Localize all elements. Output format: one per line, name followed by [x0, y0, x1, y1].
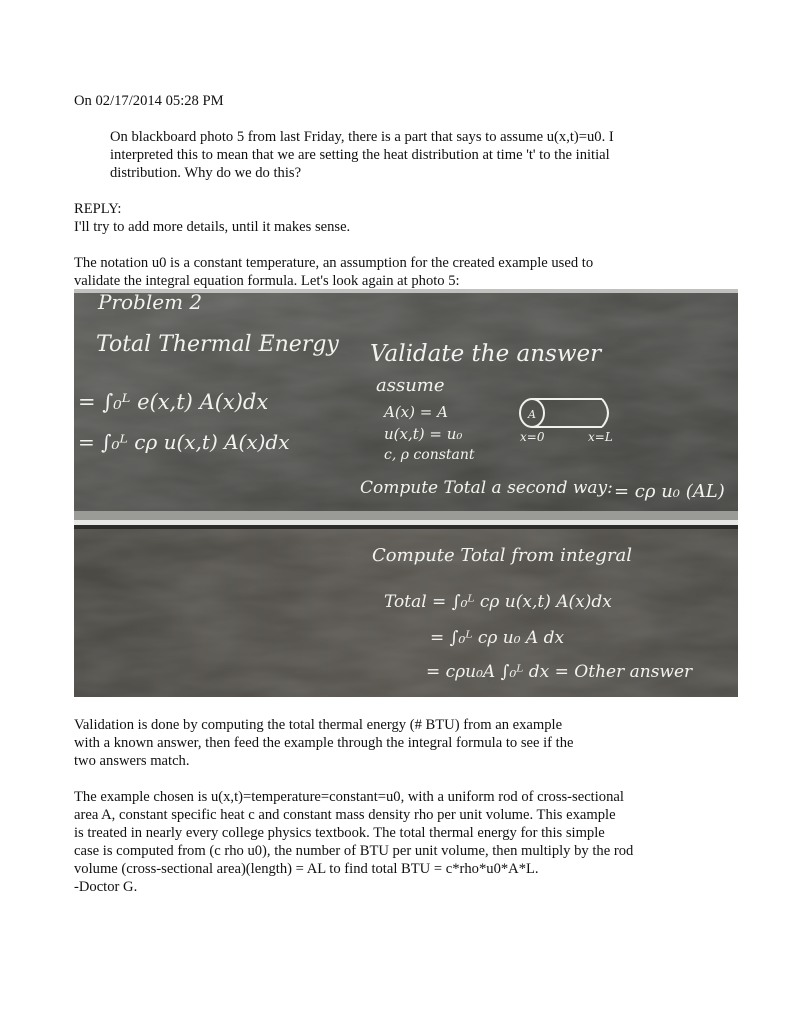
board-validate: Validate the answer — [370, 341, 602, 367]
board-title: Total Thermal Energy — [96, 332, 339, 357]
board-total-3: = cρu₀A ∫₀ᴸ dx = Other answer — [426, 662, 693, 682]
board-from-integral: Compute Total from integral — [372, 545, 633, 566]
question-line-1: On blackboard photo 5 from last Friday, there is a part that says to assume u(x,t)=u0. I — [110, 129, 614, 145]
reply-intro: I'll try to add more details, until it makes sense. — [74, 219, 351, 235]
para2-line-2: with a known answer, then feed the example through the integral formula to see if the — [74, 735, 574, 751]
board-second-way: Compute Total a second way: — [360, 478, 613, 498]
message-timestamp: On 02/17/2014 05:28 PM — [74, 93, 224, 109]
board-eq2: = ∫₀ᴸ cρ u(x,t) A(x)dx — [78, 430, 290, 454]
rod-x0-label: x=0 — [520, 430, 545, 444]
para3-line-5: volume (cross-sectional area)(length) = AL to find total BTU = c*rho*u0*A*L. — [74, 861, 539, 877]
rod-label-a: A — [528, 408, 536, 421]
para3-line-3: is treated in nearly every college physics textbook. The total thermal energy for this simple — [74, 825, 605, 841]
board-total-1: Total = ∫₀ᴸ cρ u(x,t) A(x)dx — [384, 592, 612, 612]
board-problem: Problem 2 — [98, 290, 203, 314]
para3-line-1: The example chosen is u(x,t)=temperature=constant=u0, with a uniform rod of cross-sectional — [74, 789, 624, 805]
board-eq1: = ∫₀ᴸ e(x,t) A(x)dx — [78, 390, 269, 414]
reply-label: REPLY: — [74, 201, 122, 217]
board-assume-3: c, ρ constant — [384, 447, 475, 463]
question-line-2: interpreted this to mean that we are setting the heat distribution at time 't' to the initial — [110, 147, 610, 163]
para1-line-2: validate the integral equation formula. Let's look again at photo 5: — [74, 273, 460, 289]
para3-line-2: area A, constant specific heat c and constant mass density rho per unit volume. This example — [74, 807, 616, 823]
board-total-2: = ∫₀ᴸ cρ u₀ A dx — [430, 628, 565, 648]
para1-line-1: The notation u0 is a constant temperature, an assumption for the created example used to — [74, 255, 594, 271]
signature: -Doctor G. — [74, 879, 138, 895]
question-line-3: distribution. Why do we do this? — [110, 165, 302, 181]
board-second-result: = cρ u₀ (AL) — [614, 481, 725, 502]
board-assume: assume — [376, 375, 445, 396]
para2-line-1: Validation is done by computing the total thermal energy (# BTU) from an example — [74, 717, 563, 733]
blackboard-photo — [74, 289, 738, 697]
para2-line-3: two answers match. — [74, 753, 190, 769]
para3-line-4: case is computed from (c rho u0), the number of BTU per unit volume, then multiply by the rod — [74, 843, 634, 859]
rod-xl-label: x=L — [588, 430, 613, 444]
board-assume-1: A(x) = A — [384, 403, 448, 421]
board-assume-2: u(x,t) = u₀ — [384, 425, 463, 443]
